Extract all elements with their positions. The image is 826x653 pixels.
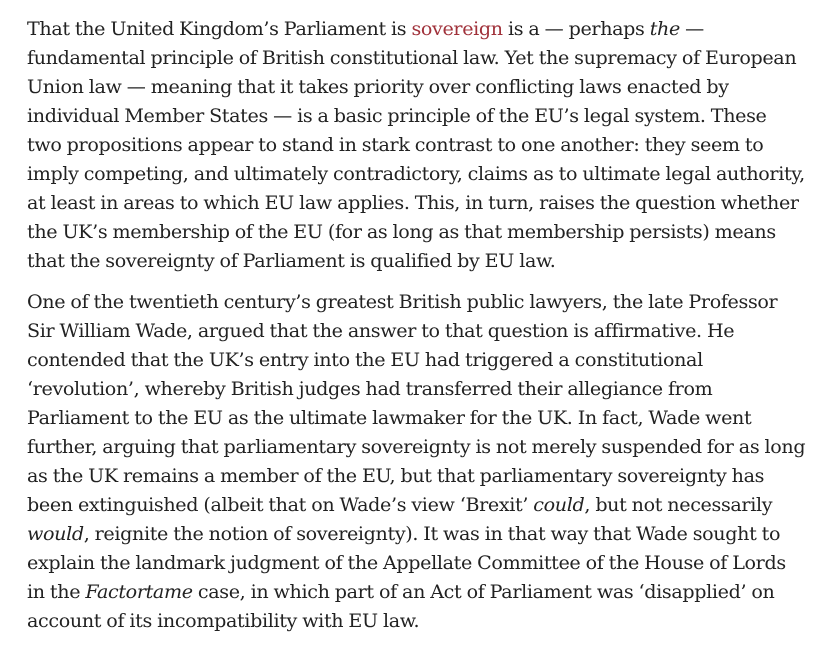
text-segment: , but not necessarily: [584, 493, 773, 516]
emphasis-would: would: [27, 522, 84, 545]
emphasis-the: the: [649, 17, 680, 40]
text-segment: , reignite the notion of sovereignty). It was in that way that Wade sought to explain the landmark judgment of the Appellate Committee of the House of Lords in the: [27, 522, 786, 603]
paragraph-1: [27, 14, 806, 275]
emphasis-could: could: [533, 493, 585, 516]
sovereign-link[interactable]: sovereign: [411, 17, 503, 40]
text-segment: That the United Kingdom’s Parliament is: [27, 17, 412, 40]
text-segment: is a — perhaps: [502, 17, 650, 40]
paragraph-2: [27, 287, 806, 635]
text-segment: One of the twentieth century’s greatest British public lawyers, the late Professor Sir William Wade, argued that the answer to that question is affirmative. He contended that the UK’s entry into the EU had triggered a constitutional ‘revolution’, whereby British judges had transferred their allegiance from Parliament to the EU as the ultimate lawmaker for the UK. In fact, Wade went further, arguing that parliamentary sovereignty is not merely suspended for as long as the UK remains a member of the EU, but that parliamentary sovereignty has been extinguished (albeit that on Wade’s view ‘Brexit’: [27, 290, 806, 516]
text-segment: — fundamental principle of British constitutional law. Yet the supremacy of European Union law — meaning that it takes priority over conflicting laws enacted by individual Member States — is a basic principle of the EU’s legal system. These two propositions appear to stand in stark contrast to one another: they seem to imply competing, and ultimately contradictory, claims as to ultimate legal authority, at least in areas to which EU law applies. This, in turn, raises the question whether the UK’s membership of the EU (for as long as that membership persists) means that the sovereignty of Parliament is qualified by EU law.: [27, 17, 805, 272]
case-name-factortame: Factortame: [85, 580, 193, 603]
text-segment: case, in which part of an Act of Parliament was ‘disapplied’ on account of its incompatibility with EU law.: [27, 580, 775, 632]
